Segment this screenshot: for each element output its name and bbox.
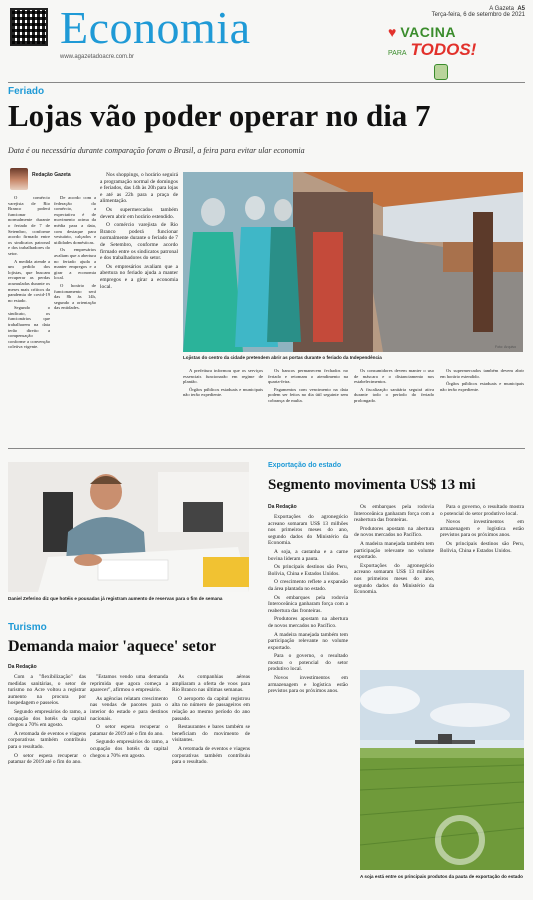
- paragraph: As agências relatam crescimento nas vendas de pacotes para o interior do estado e para destinos nacionais.: [90, 695, 168, 722]
- soy-photo-caption: A soja está entre os principais produtos da pauta de exportação do estado: [360, 874, 523, 879]
- paragraph: Órgãos públicos estaduais e municipais não terão expediente.: [183, 386, 263, 398]
- paragraph: A retomada de eventos e viagens corporativas também contribuiu para o resultado.: [172, 745, 250, 766]
- paragraph: Os embarques pela rodovia Interoceânica ganharam força com a reabertura das fronteiras.: [268, 594, 348, 614]
- page-header-info: [385, 6, 525, 18]
- masthead-divider: [8, 82, 525, 83]
- paragraph: Os supermercados também devem abrir em horário estendido.: [100, 206, 178, 220]
- campaign-line3: TODOS!: [410, 40, 477, 59]
- paragraph: A madeira manejada também tem participação relevante no volume exportado.: [268, 631, 348, 651]
- paragraph: Restaurantes e bares também se beneficiam do movimento de visitantes.: [172, 724, 250, 744]
- export-column-1: [268, 514, 348, 894]
- lead-byline: Redação Gazeta: [32, 172, 71, 178]
- paragraph: Novos investimentos em armazenagem e logística estão previstos para os próximos anos.: [440, 519, 524, 539]
- paragraph: A madeira manejada também tem participação relevante no volume exportado.: [354, 540, 434, 561]
- paragraph: Com a "flexibilização" das medidas sanitárias, o setor de turismo no Acre voltou a registrar aumento na procura por hospedagem e passeios.: [8, 674, 86, 707]
- paragraph: A fiscalização sanitária seguirá ativa durante todo o período do feriado prolongado.: [354, 386, 434, 403]
- paragraph: A retomada de eventos e viagens corporativas também contribuiu para o resultado.: [8, 730, 86, 750]
- tourism-byline: Da Redação: [8, 664, 37, 670]
- tourism-headline: Demanda maior 'aquece' setor: [8, 638, 217, 655]
- edition-date: Terça-feira, 6 de setembro de 2021: [431, 12, 525, 18]
- export-byline: Da Redação: [268, 504, 297, 510]
- paragraph: Para o governo, o resultado mostra o potencial do setor produtivo local.: [268, 653, 348, 673]
- lead-column-4: [183, 368, 263, 440]
- paragraph: Órgãos públicos estaduais e municipais não terão expediente.: [440, 381, 524, 392]
- paragraph: Os embarques pela rodovia Interoceânica ganharam força com a reabertura das fronteiras.: [354, 504, 434, 524]
- paragraph: As companhias aéreas ampliaram a oferta de voos para Rio Branco nas últimas semanas.: [172, 674, 250, 694]
- paragraph: Os bancos permanecem fechados no feriado e retomam o atendimento na quarta-feira.: [268, 368, 348, 385]
- campaign-line1: VACINA: [400, 24, 456, 40]
- paragraph: Produtores apostam na abertura de novos mercados no Pacífico.: [354, 525, 434, 539]
- paragraph: O horário de funcionamento será das 8h às 14h, segundo a orientação das entidades.: [54, 282, 96, 311]
- paragraph: "Estamos vendo uma demanda reprimida que agora começa a aparecer", afirmou o empresário.: [90, 674, 168, 694]
- paragraph: Os empresários avaliam que a abertura no feriado ajuda a manter empregos e a girar a economia local.: [100, 263, 178, 290]
- lead-column-2: [54, 195, 96, 440]
- paragraph: O setor espera recuperar o patamar de 2019 até o fim do ano.: [8, 752, 86, 766]
- paragraph: Segundo empresários do ramo, a ocupação dos hotéis da capital chegou a 70% em agosto.: [90, 739, 168, 759]
- paragraph: Os principais destinos são Peru, Bolívia, China e Estados Unidos.: [440, 540, 524, 554]
- qr-code: [10, 8, 48, 46]
- paragraph: Os principais destinos são Peru, Bolívia, China e Estados Unidos.: [268, 564, 348, 577]
- author-avatar: [10, 168, 28, 190]
- paragraph: Os supermercados também devem abrir em horário estendido.: [440, 368, 524, 379]
- paper-name: A Gazeta: [489, 6, 514, 12]
- paragraph: A medida atende a um pedido dos lojistas, que buscam recuperar as perdas acumuladas durante os meses mais críticos da pandemia de covid-19 no estado.: [8, 258, 50, 303]
- paragraph: Nos shoppings, o horário seguirá a programação normal de domingos e feriados, das 14h às 20h para lojas e até as 22h para a praça de alimentação.: [100, 172, 178, 205]
- vaccine-campaign-logo: [388, 24, 508, 84]
- site-url[interactable]: www.agazetadoacre.com.br: [60, 54, 135, 60]
- store-photo: [183, 172, 523, 352]
- paragraph: Exportações do agronegócio acreano somaram US$ 13 milhões nos primeiros meses do ano, segundo dados do Ministério da Economia.: [354, 562, 434, 596]
- lead-column-5: [268, 368, 348, 440]
- paragraph: Para o governo, o resultado mostra o potencial do setor produtivo local.: [440, 504, 524, 517]
- paragraph: O setor espera recuperar o patamar de 2019 até o fim do ano.: [90, 724, 168, 737]
- lead-column-1: [8, 195, 50, 440]
- paragraph: De acordo com a federação do comércio, a expectativa é de movimento acima da média para a data, com destaque para vestuário, calçados e utilidades domésticas.: [54, 195, 96, 245]
- lead-headline: Lojas vão poder operar no dia 7: [8, 98, 431, 133]
- section-divider: [8, 448, 525, 449]
- paragraph: Novos investimentos em armazenagem e logística estão previstos para os próximos anos.: [268, 675, 348, 695]
- paragraph: Produtores apostam na abertura de novos mercados no Pacífico.: [268, 616, 348, 629]
- lead-column-6: [354, 368, 434, 440]
- paragraph: Segundo o sindicato, os funcionários que trabalharem na data terão direito a compensação conforme a convenção coletiva vigente.: [8, 305, 50, 350]
- soy-field-photo: [360, 670, 524, 870]
- government-seal-icon: [434, 64, 448, 80]
- lead-column-7: [440, 368, 524, 440]
- paragraph: Pagamentos com vencimento na data podem ser feitos no dia útil seguinte sem cobrança de multa.: [268, 386, 348, 403]
- paragraph: O aeroporto da capital registrou alta no número de passageiros em relação ao mesmo período do ano passado.: [172, 695, 250, 722]
- tourism-kicker: Turismo: [8, 622, 47, 633]
- office-photo: [8, 462, 249, 592]
- lead-column-3: [100, 172, 178, 440]
- office-photo-caption: Daniel Zeferino diz que hotéis e pousadas já registram aumento de reservas para o fim de semana: [8, 596, 223, 601]
- page-number: A5: [517, 6, 525, 12]
- section-title: Economia: [60, 2, 251, 53]
- store-photo-credit: Foto: Arquivo: [495, 345, 517, 349]
- paragraph: Os empresários avaliam que a abertura no feriado ajuda a manter empregos e a girar a economia local.: [54, 247, 96, 281]
- paragraph: A soja, a castanha e a carne bovina lideram a pauta.: [268, 548, 348, 562]
- campaign-line2: PARA: [388, 50, 407, 57]
- heart-icon: ♥: [388, 26, 397, 41]
- lead-kicker: Feriado: [8, 86, 45, 97]
- export-headline: Segmento movimenta US$ 13 mi: [268, 477, 476, 493]
- paragraph: O comércio varejista de Rio Branco poderá funcionar normalmente durante o feriado de 7 de Setembro, conforme acordo firmado entre os sindicatos patronal e dos trabalhadores do setor.: [100, 222, 178, 262]
- lead-deck: Data é ou necessária durante comparação foram o Brasil, a feira para evitar ular economia: [8, 146, 305, 155]
- paragraph: O crescimento reflete a expansão da área plantada no estado.: [268, 579, 348, 592]
- paragraph: O comércio varejista de Rio Branco poderá funcionar normalmente durante o feriado de 7 de Setembro, conforme acordo firmado entre os sindicatos patronal e dos trabalhadores do setor.: [8, 195, 50, 256]
- tourism-column-1: [8, 674, 86, 894]
- export-column-3: [440, 504, 524, 664]
- tourism-column-2: [90, 674, 168, 894]
- tourism-column-3: [172, 674, 250, 894]
- store-photo-caption: Lojistas do centro da cidade pretendem abrir as portas durante o feriado da Independência: [183, 355, 382, 360]
- export-kicker: Exportação do estado: [268, 462, 342, 469]
- paragraph: Exportações do agronegócio acreano somaram US$ 13 milhões nos primeiros meses do ano, segundo dados do Ministério da Economia.: [268, 514, 348, 547]
- paragraph: Segundo empresários do ramo, a ocupação dos hotéis da capital chegou a 70% em agosto.: [8, 708, 86, 729]
- paragraph: A prefeitura informou que os serviços essenciais funcionarão em regime de plantão.: [183, 368, 263, 385]
- export-column-2: [354, 504, 434, 664]
- paragraph: Os consumidores devem manter o uso de máscara e o distanciamento nos estabelecimentos.: [354, 368, 434, 385]
